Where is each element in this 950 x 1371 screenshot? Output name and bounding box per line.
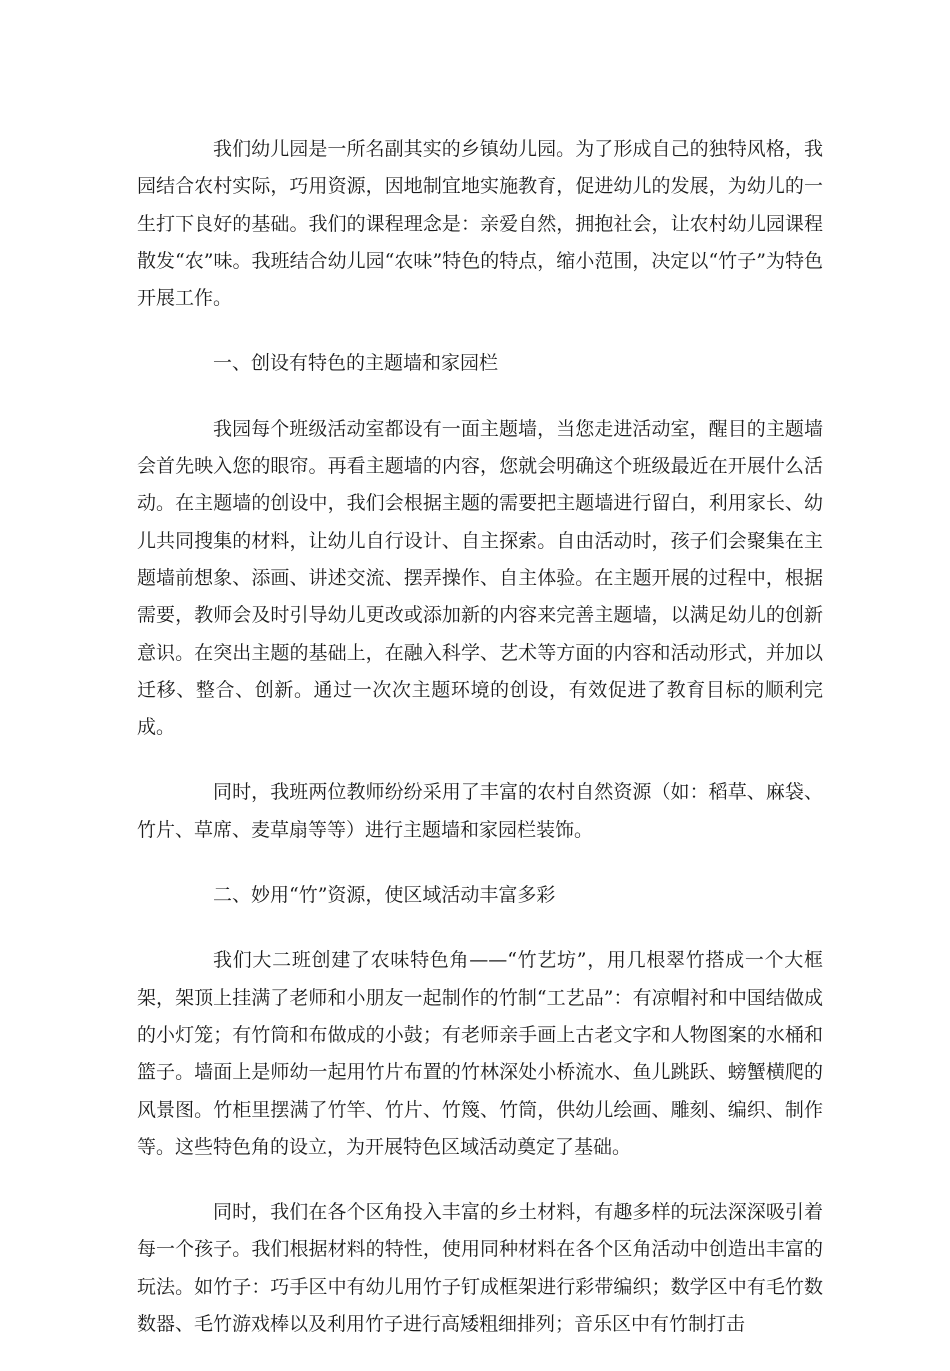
theme-wall-paragraph: 我园每个班级活动室都设有一面主题墙，当您走进活动室，醒目的主题墙会首先映入您的眼帘。再看主题墙的内容，您就会明确这个班级最近在开展什么活动。在主题墙的创设中，我们会根据主题的需要把主题墙进行留白，利用家长、幼儿共同搜集的材料，让幼儿自行设计、自主探索。自由活动时，孩子们会聚集在主题墙前想象、添画、讲述交流、摆弄操作、自主体验。在主题开展的过程中，根据需要，教师会及时引导幼儿更改或添加新的内容来完善主题墙，以满足幼儿的创新意识。在突出主题的基础上，在融入科学、艺术等方面的内容和活动形式，并加以迁移、整合、创新。通过一次次主题环境的创设，有效促进了教育目标的顺利完成。 <box>137 417 823 739</box>
intro-paragraph: 我们幼儿园是一所名副其实的乡镇幼儿园。为了形成自己的独特风格，我园结合农村实际，巧用资源，因地制宜地实施教育，促进幼儿的发展，为幼儿的一生打下良好的基础。我们的课程理念是：亲爱自然，拥抱社会，让农村幼儿园课程散发“农”味。我班结合幼儿园“农味”特色的特点，缩小范围，决定以“竹子”为特色开展工作。 <box>137 138 823 310</box>
bamboo-corner-paragraph: 我们大二班创建了农味特色角——“竹艺坊”，用几根翠竹搭成一个大框架，架顶上挂满了老师和小朋友一起制作的竹制“工艺品”：有凉帽衬和中国结做成的小灯笼；有竹筒和布做成的小鼓；有老师亲手画上古老文字和人物图案的水桶和篮子。墙面上是师幼一起用竹片布置的竹林深处小桥流水、鱼儿跳跃、螃蟹横爬的风景图。竹柜里摆满了竹竿、竹片、竹篾、竹筒，供幼儿绘画、雕刻、编织、制作等。这些特色角的设立，为开展特色区域活动奠定了基础。 <box>137 949 823 1158</box>
document-body <box>137 131 823 1371</box>
materials-paragraph: 同时，我们在各个区角投入丰富的乡土材料，有趣多样的玩法深深吸引着每一个孩子。我们根据材料的特性，使用同种材料在各个区角活动中创造出丰富的玩法。如竹子：巧手区中有幼儿用竹子钉成框架进行彩带编织；数学区中有毛竹数数器、毛竹游戏棒以及利用竹子进行高矮粗细排列；音乐区中有竹制打击 <box>137 1201 823 1336</box>
decoration-paragraph: 同时，我班两位教师纷纷采用了丰富的农村自然资源（如：稻草、麻袋、竹片、草席、麦草扇等等）进行主题墙和家园栏装饰。 <box>137 781 823 841</box>
section-heading-1: 一、创设有特色的主题墙和家园栏 <box>213 352 499 375</box>
section-heading-2: 二、妙用“竹”资源，使区域活动丰富多彩 <box>213 884 556 907</box>
